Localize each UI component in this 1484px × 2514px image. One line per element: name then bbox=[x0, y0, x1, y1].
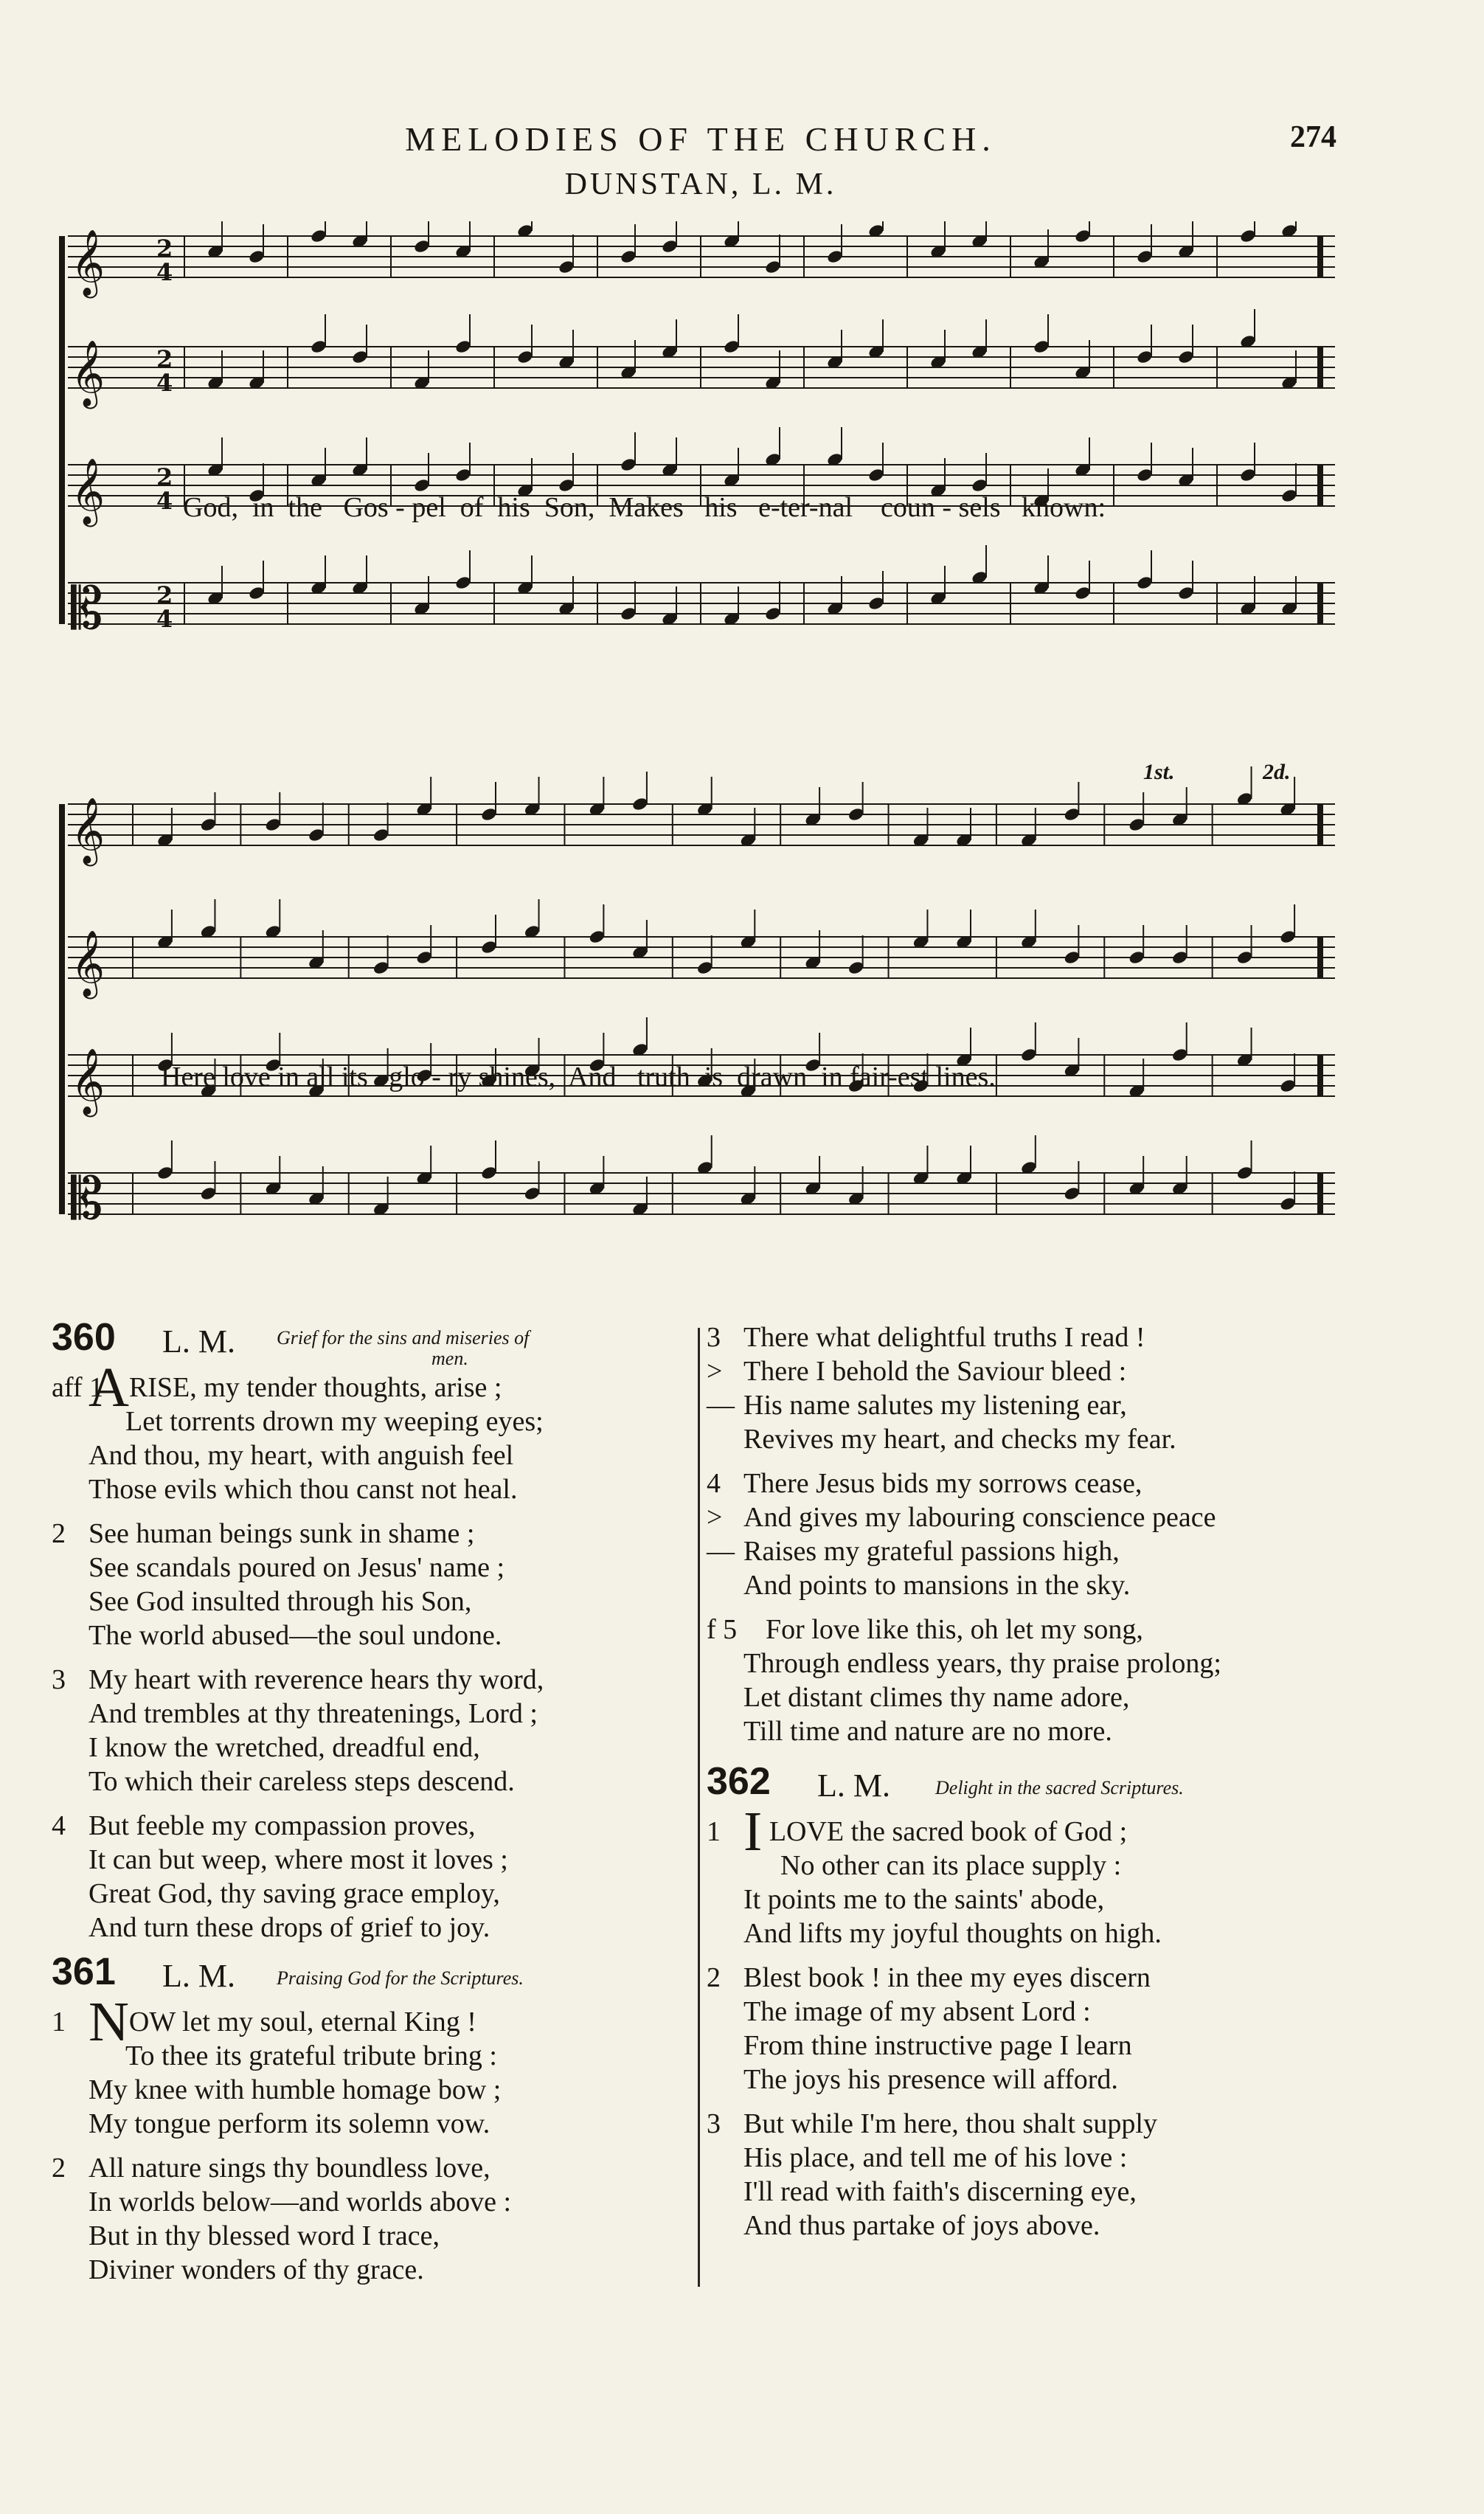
music-system-2 bbox=[59, 760, 1342, 1291]
second-ending-label: 2d. bbox=[1263, 760, 1291, 784]
verse-line: My heart with reverence hears thy word, bbox=[89, 1664, 544, 1695]
lyric-syllable: its bbox=[341, 1062, 368, 1092]
stanza-mark: 1 bbox=[52, 2006, 66, 2037]
verse-line: LOVE the sacred book of God ; bbox=[769, 1816, 1128, 1847]
lyric-syllable: his bbox=[704, 492, 738, 523]
stanza-mark: 3 bbox=[52, 1664, 66, 1695]
verse-line: Revives my heart, and checks my fear. bbox=[743, 1424, 1176, 1455]
verse-line: In worlds below—and worlds above : bbox=[89, 2186, 512, 2217]
verse-line: See human beings sunk in shame ; bbox=[89, 1518, 475, 1549]
stanza-mark: 2 bbox=[52, 2153, 66, 2184]
tune-title: DUNSTAN, L. M. bbox=[564, 167, 837, 201]
verse-line: Let torrents drown my weeping eyes; bbox=[125, 1406, 544, 1437]
stanza-mark: > bbox=[707, 1502, 723, 1533]
stanza bbox=[52, 1991, 693, 2141]
stanza bbox=[707, 1320, 1370, 1456]
lyric-syllable: in bbox=[277, 1062, 299, 1092]
verse-line: And thus partake of joys above. bbox=[743, 2210, 1100, 2241]
lyric-syllable: And bbox=[568, 1062, 617, 1092]
hymn-meter: L. M. bbox=[817, 1767, 890, 1804]
lyric-syllable: God, bbox=[183, 492, 238, 523]
lyric-syllable: in bbox=[821, 1062, 843, 1092]
treble-clef-icon: 𝄞 bbox=[71, 458, 105, 524]
stanza bbox=[707, 1466, 1370, 1602]
stanza bbox=[52, 1357, 693, 1506]
time-signature-top: 2 bbox=[156, 463, 173, 491]
stanza-mark: 4 bbox=[707, 1468, 721, 1499]
drop-cap: N bbox=[89, 1991, 129, 2053]
lyric-syllable: known: bbox=[1022, 492, 1106, 523]
stanza-mark: 3 bbox=[707, 1322, 721, 1353]
lyric-syllable: of bbox=[460, 492, 484, 523]
treble-clef-icon: 𝄞 bbox=[71, 340, 105, 406]
verse-line: There Jesus bids my sorrows cease, bbox=[743, 1468, 1143, 1499]
stanza-mark: 2 bbox=[52, 1518, 66, 1549]
verse-line: My tongue perform its solemn vow. bbox=[89, 2108, 490, 2139]
verse-line: The joys his presence will afford. bbox=[743, 2064, 1118, 2095]
lyric-syllable: Makes bbox=[608, 492, 684, 523]
staff bbox=[68, 309, 1335, 409]
stanza bbox=[52, 1517, 693, 1652]
time-signature-bottom: 4 bbox=[156, 487, 173, 515]
lyric-syllable: glo - ry bbox=[389, 1062, 472, 1092]
treble-clef-icon: 𝄞 bbox=[71, 930, 105, 997]
verse-line: Great God, thy saving grace employ, bbox=[89, 1878, 500, 1909]
hymn-362-heading bbox=[707, 1760, 1370, 1812]
lyric-syllable: the bbox=[288, 492, 322, 523]
verse-line: And gives my labouring conscience peace bbox=[743, 1502, 1216, 1533]
lyric-syllable: love bbox=[222, 1062, 271, 1092]
verse-line: Till time and nature are no more. bbox=[743, 1716, 1112, 1747]
verse-line: But in thy blessed word I trace, bbox=[89, 2220, 440, 2251]
time-signature-top: 2 bbox=[156, 235, 173, 263]
verse-line: To thee its grateful tribute bring : bbox=[125, 2040, 497, 2071]
stanza-mark: 3 bbox=[707, 2108, 721, 2139]
time-signature-top: 2 bbox=[156, 581, 173, 609]
verse-line: And thou, my heart, with anguish feel bbox=[89, 1440, 514, 1471]
verse-line: See scandals poured on Jesus' name ; bbox=[89, 1552, 505, 1583]
verse-line: It points me to the saints' abode, bbox=[743, 1884, 1105, 1915]
lyric-syllable: e-ter-nal bbox=[758, 492, 853, 523]
column-divider bbox=[698, 1328, 700, 2287]
stanza bbox=[707, 1801, 1370, 1950]
staff bbox=[68, 545, 1335, 643]
hymn-meter: L. M. bbox=[162, 1323, 235, 1360]
hymn-meter: L. M. bbox=[162, 1958, 235, 1994]
stanza-mark: f 5 bbox=[707, 1614, 738, 1645]
drop-cap: A bbox=[89, 1357, 129, 1419]
verse-line: Blest book ! in thee my eyes discern bbox=[743, 1962, 1151, 1993]
hymn-number: 361 bbox=[52, 1950, 116, 1993]
verse-line: But while I'm here, thou shalt supply bbox=[743, 2108, 1157, 2139]
c-clef-icon: 𝄡 bbox=[71, 576, 103, 643]
staff bbox=[68, 899, 1335, 1000]
time-signature-top: 2 bbox=[156, 345, 173, 373]
verse-line: His name salutes my listening ear, bbox=[743, 1390, 1127, 1421]
verse-line: See God insulted through his Son, bbox=[89, 1586, 472, 1617]
lyrics-line-2 bbox=[133, 1028, 996, 1126]
stanza-mark: 4 bbox=[52, 1810, 66, 1841]
verse-line: There what delightful truths I read ! bbox=[743, 1322, 1145, 1353]
verse-line: But feeble my compassion proves, bbox=[89, 1810, 476, 1841]
verse-line: My knee with humble homage bow ; bbox=[89, 2074, 502, 2105]
stanza bbox=[52, 1809, 693, 1945]
lyric-syllable: coun - sels bbox=[881, 492, 1001, 523]
verse-line: And lifts my joyful thoughts on high. bbox=[743, 1918, 1162, 1949]
verse-line: And turn these drops of grief to joy. bbox=[89, 1912, 490, 1943]
lyric-syllable: fair-est bbox=[850, 1062, 929, 1092]
verse-line: To which their careless steps descend. bbox=[89, 1766, 515, 1797]
lyric-syllable: in bbox=[252, 492, 274, 523]
hymn-number: 362 bbox=[707, 1760, 771, 1803]
lyric-syllable: Son, bbox=[544, 492, 595, 523]
treble-clef-icon: 𝄞 bbox=[71, 229, 105, 296]
lyric-syllable: his bbox=[497, 492, 530, 523]
system-brace bbox=[59, 804, 65, 1214]
hymn-subject: Grief for the sins and miseries of men. bbox=[277, 1327, 530, 1369]
running-title: MELODIES OF THE CHURCH. bbox=[405, 120, 996, 158]
lyric-syllable: all bbox=[306, 1062, 335, 1092]
hymn-subject: Praising God for the Scriptures. bbox=[277, 1967, 524, 1989]
verse-line: I know the wretched, dreadful end, bbox=[89, 1732, 480, 1763]
stanza bbox=[707, 1613, 1370, 1748]
hymn-column-right bbox=[707, 1320, 1370, 2253]
verse-line: OW let my soul, eternal King ! bbox=[128, 2006, 476, 2037]
stanza-mark: > bbox=[707, 1356, 723, 1387]
stanza bbox=[707, 2107, 1370, 2243]
verse-line: It can but weep, where most it loves ; bbox=[89, 1844, 508, 1875]
verse-line: And trembles at thy threatenings, Lord ; bbox=[89, 1698, 538, 1729]
staff bbox=[68, 221, 1335, 299]
staff-system-2-graphic bbox=[59, 760, 1342, 1291]
lyric-syllable: lines. bbox=[935, 1062, 996, 1092]
lyrics-line-1 bbox=[155, 459, 1106, 556]
lyric-syllable: is bbox=[704, 1062, 724, 1092]
time-signature-bottom: 4 bbox=[156, 369, 173, 397]
verse-line: The image of my absent Lord : bbox=[743, 1996, 1091, 2027]
stanza-mark: — bbox=[707, 1390, 735, 1421]
stanza bbox=[52, 1663, 693, 1798]
system-brace bbox=[59, 236, 65, 624]
hymn-360-heading bbox=[52, 1316, 693, 1369]
verse-line: The world abused—the soul undone. bbox=[89, 1620, 502, 1651]
verse-line: Those evils which thou canst not heal. bbox=[89, 1474, 518, 1505]
verse-line: There I behold the Saviour bleed : bbox=[743, 1356, 1127, 1387]
stanza-mark: aff 1 bbox=[52, 1372, 103, 1403]
lyric-syllable: shines, bbox=[478, 1062, 556, 1092]
verse-line: All nature sings thy boundless love, bbox=[89, 2153, 490, 2184]
music-system-1 bbox=[59, 221, 1342, 723]
drop-cap: I bbox=[743, 1801, 763, 1863]
lyric-syllable: truth bbox=[637, 1062, 690, 1092]
stanza-mark: 2 bbox=[707, 1962, 721, 1993]
verse-line: Through endless years, thy praise prolong; bbox=[743, 1648, 1221, 1679]
verse-line: Let distant climes thy name adore, bbox=[743, 1682, 1130, 1713]
verse-line: And points to mansions in the sky. bbox=[743, 1570, 1131, 1601]
hymn-column-left bbox=[52, 1316, 693, 2297]
verse-line: From thine instructive page I learn bbox=[743, 2030, 1132, 2061]
verse-line: I'll read with faith's discerning eye, bbox=[743, 2176, 1137, 2207]
staff bbox=[68, 1135, 1335, 1233]
hymn-number: 360 bbox=[52, 1316, 116, 1359]
stanza bbox=[707, 1961, 1370, 2096]
hymn-subject: Delight in the sacred Scriptures. bbox=[935, 1777, 1184, 1798]
lyric-syllable: Gos - pel bbox=[343, 492, 446, 523]
verse-line: For love like this, oh let my song, bbox=[766, 1614, 1143, 1645]
time-signature-bottom: 4 bbox=[156, 605, 173, 633]
lyric-syllable: drawn bbox=[737, 1062, 808, 1092]
treble-clef-icon: 𝄞 bbox=[71, 797, 105, 864]
stanza-mark: — bbox=[707, 1536, 735, 1567]
lyric-syllable: Here bbox=[161, 1062, 215, 1092]
verse-line: No other can its place supply : bbox=[780, 1850, 1122, 1881]
verse-line: Diviner wonders of thy grace. bbox=[89, 2254, 424, 2285]
verse-line: Raises my grateful passions high, bbox=[743, 1536, 1120, 1567]
page-number: 274 bbox=[1290, 120, 1336, 154]
verse-line: His place, and tell me of his love : bbox=[743, 2142, 1128, 2173]
stanza-mark: 1 bbox=[707, 1816, 721, 1847]
c-clef-icon: 𝄡 bbox=[71, 1166, 103, 1233]
treble-clef-icon: 𝄞 bbox=[71, 1048, 105, 1115]
stanza bbox=[52, 2151, 693, 2287]
verse-line: RISE, my tender thoughts, arise ; bbox=[128, 1372, 502, 1403]
hymn-361-heading bbox=[52, 1950, 693, 2002]
first-ending-label: 1st. bbox=[1143, 760, 1175, 784]
time-signature-bottom: 4 bbox=[156, 258, 173, 286]
